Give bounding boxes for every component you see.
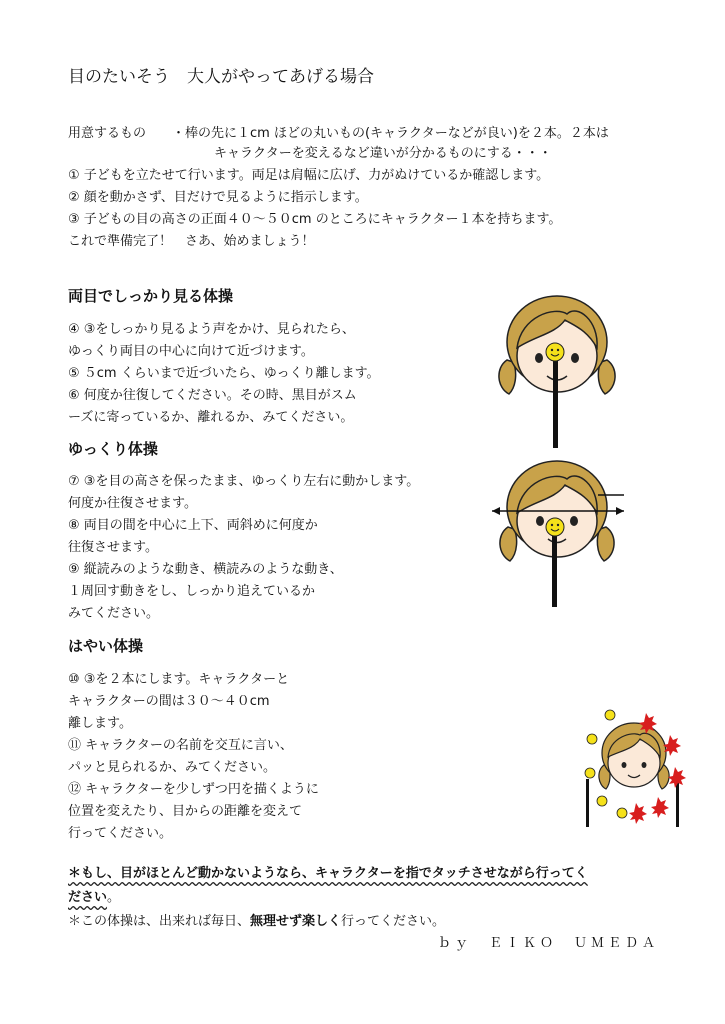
note-1-text-cont: ださい [68, 890, 108, 905]
note-1-period: 。 [107, 890, 121, 905]
note-1-line-2 [68, 886, 120, 905]
note-2 [68, 910, 445, 929]
section3-line: 行ってください。 [68, 826, 173, 841]
section2-line: ⑧ 両目の間を中心に上下、両斜めに何度か [68, 518, 318, 533]
section3-line: 位置を変えたり、目からの距離を変えて [68, 804, 303, 819]
section1-line: ⑥ 何度か往復してください。その時、黒目がスム [68, 388, 357, 403]
prep-ready: これで準備完了！ さあ、始めましょう！ [68, 234, 315, 249]
section2-line: みてください。 [68, 606, 160, 621]
note-2-emphasis: 無理せず楽しく [250, 914, 342, 929]
prep-step-2: ② 顔を動かさず、目だけで見るように指示します。 [68, 190, 368, 205]
section2-line: １周回す動きをし、しっかり追えているか [68, 584, 316, 599]
prep-step-1: ① 子どもを立たせて行います。両足は肩幅に広げ、力がぬけているか確認します。 [68, 168, 550, 183]
section3-line: 離します。 [68, 716, 132, 731]
section2-line: ⑨ 縦読みのような動き、横読みのような動き、 [68, 562, 343, 577]
section-heading-both-eyes: 両目でしっかり見る体操 [68, 287, 234, 305]
girl-face-with-two-sticks-icon [580, 705, 690, 830]
prep-step-3: ③ 子どもの目の高さの正面４０～５０cm のところにキャラクター１本を持ちます。 [68, 212, 562, 227]
note-2-post: 行ってください。 [341, 914, 446, 929]
section2-line: 何度か往復させます。 [68, 496, 197, 511]
prep-line-2: キャラクターを変えるなど違いが分かるものにする・・・ [214, 146, 552, 161]
section3-line: ⑩ ③を２本にします。キャラクターと [68, 672, 290, 687]
girl-face-with-stick-icon [495, 290, 625, 450]
section3-line: キャラクターの間は３０～４０cm [68, 694, 270, 709]
section1-line: ⑤ ５cm くらいまで近づいたら、ゆっくり離します。 [68, 366, 380, 381]
author-byline: ｂｙ ＥＩＫＯ ＵＭＥＤＡ [438, 936, 660, 951]
section1-line: ーズに寄っているか、離れるか、みてください。 [68, 410, 354, 425]
prep-line-1: ・棒の先に１cm ほどの丸いもの(キャラクターなどが良い)を２本。２本は [172, 126, 609, 141]
section1-line: ゆっくり両目の中心に向けて近づけます。 [68, 344, 314, 359]
girl-face-with-arrows-icon [488, 455, 628, 610]
note-1-line-1 [68, 862, 588, 881]
section3-line: パッと見られるか、みてください。 [68, 760, 277, 775]
section-heading-slow: ゆっくり体操 [68, 440, 158, 458]
section2-line: 往復させます。 [68, 540, 158, 555]
prep-label: 用意するもの [68, 126, 147, 141]
note-1-text: ＊もし、目がほとんど動かないようなら、キャラクターを指でタッチさせながら行ってく [68, 866, 588, 881]
section-heading-fast: はやい体操 [68, 637, 144, 655]
face [599, 723, 669, 789]
note-2-pre: ＊この体操は、出来れば毎日、 [68, 914, 251, 929]
page-title: 目のたいそう 大人がやってあげる場合 [68, 67, 374, 87]
section3-line: ⑪ キャラクターの名前を交互に言い、 [68, 738, 293, 753]
section1-line: ④ ③をしっかり見るよう声をかけ、見られたら、 [68, 322, 355, 337]
section3-line: ⑫ キャラクターを少しずつ円を描くように [68, 782, 319, 797]
section2-line: ⑦ ③を目の高さを保ったまま、ゆっくり左右に動かします。 [68, 474, 420, 489]
